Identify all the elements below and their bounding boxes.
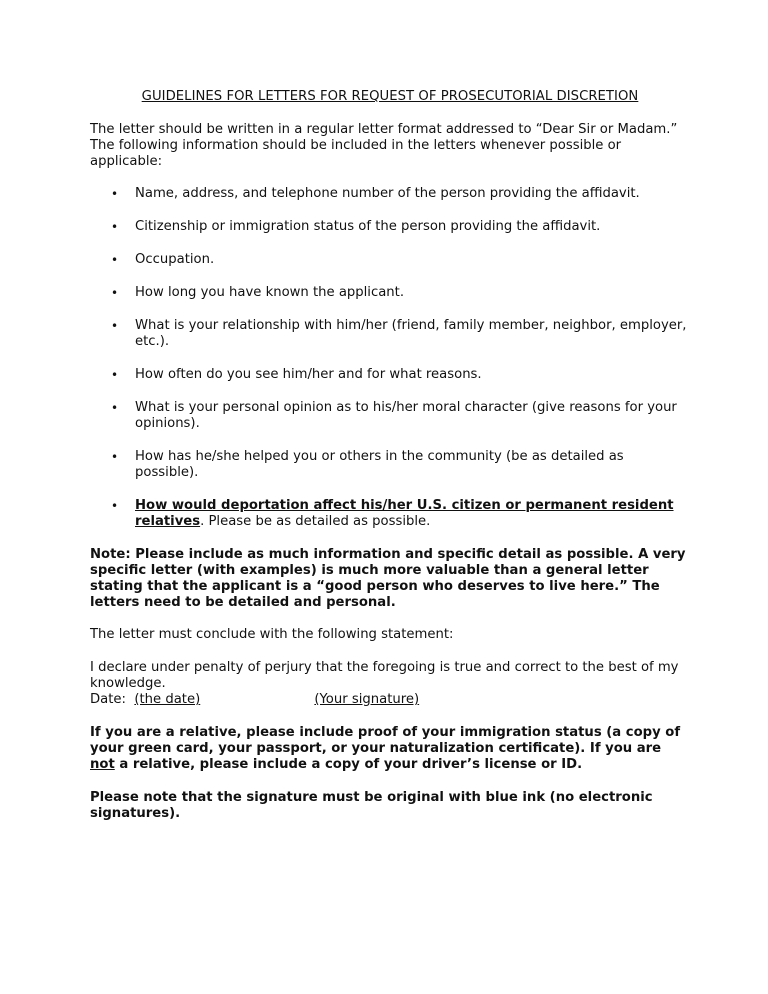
deportation-emphasis: How would deportation affect his/her U.S. citizen or permanent resident relatives bbox=[135, 498, 674, 529]
bullet-icon: • bbox=[111, 499, 119, 513]
document-title: GUIDELINES FOR LETTERS FOR REQUEST OF PROSECUTORIAL DISCRETION bbox=[141, 89, 639, 104]
date-value: (the date) bbox=[134, 692, 201, 707]
bullet-icon: • bbox=[111, 401, 119, 415]
note-paragraph: Note: Please include as much information and specific detail as possible. A very specific letter (with examples) is much more valuable than a general letter stating that the applicant is a “good person who deserves to live here.” The letters need to be detailed and personal. bbox=[90, 547, 686, 610]
list-item: • What is your personal opinion as to his/her moral character (give reasons for your opinions). bbox=[111, 400, 677, 431]
list-item: • Citizenship or immigration status of the person providing the affidavit. bbox=[111, 219, 601, 234]
date-signature-line bbox=[90, 692, 690, 708]
list-item: • How has he/she helped you or others in the community (be as detailed as possible). bbox=[111, 449, 624, 480]
list-item: • How often do you see him/her and for what reasons. bbox=[111, 367, 482, 382]
list-item: • What is your relationship with him/her (friend, family member, neighbor, employer, etc.). bbox=[111, 318, 687, 349]
bullet-icon: • bbox=[111, 450, 119, 464]
bullet-icon: • bbox=[111, 220, 119, 234]
list-item: • Name, address, and telephone number of the person providing the affidavit. bbox=[111, 186, 640, 201]
intro-paragraph: The letter should be written in a regular letter format addressed to “Dear Sir or Madam.” The following information should be included in the letters whenever possible or applicable: bbox=[90, 122, 678, 169]
not-emphasis: not bbox=[90, 757, 115, 772]
conclude-paragraph: The letter must conclude with the following statement: bbox=[90, 627, 454, 642]
bullet-icon: • bbox=[111, 319, 119, 333]
bullet-icon: • bbox=[111, 253, 119, 267]
signature-placeholder: (Your signature) bbox=[314, 692, 420, 707]
requirements-list bbox=[90, 186, 690, 530]
relative-proof-paragraph: If you are a relative, please include proof of your immigration status (a copy of your green card, your passport, or your naturalization certificate). If you are not a relative, please include a copy of your driver’s license or ID. bbox=[90, 725, 681, 772]
list-item: • How long you have known the applicant. bbox=[111, 285, 405, 300]
bullet-icon: • bbox=[111, 187, 119, 201]
bullet-icon: • bbox=[111, 286, 119, 300]
document-body bbox=[90, 89, 690, 822]
declaration-statement: I declare under penalty of perjury that the foregoing is true and correct to the best of my knowledge. bbox=[90, 660, 679, 691]
bullet-icon: • bbox=[111, 368, 119, 382]
list-item: • Occupation. bbox=[111, 252, 215, 267]
date-label: Date: bbox=[90, 692, 126, 707]
signature-note-paragraph: Please note that the signature must be original with blue ink (no electronic signatures). bbox=[90, 790, 653, 821]
list-item-deportation: • How would deportation affect his/her U.S. citizen or permanent resident relatives. Please be as detailed as possible. bbox=[111, 498, 674, 529]
